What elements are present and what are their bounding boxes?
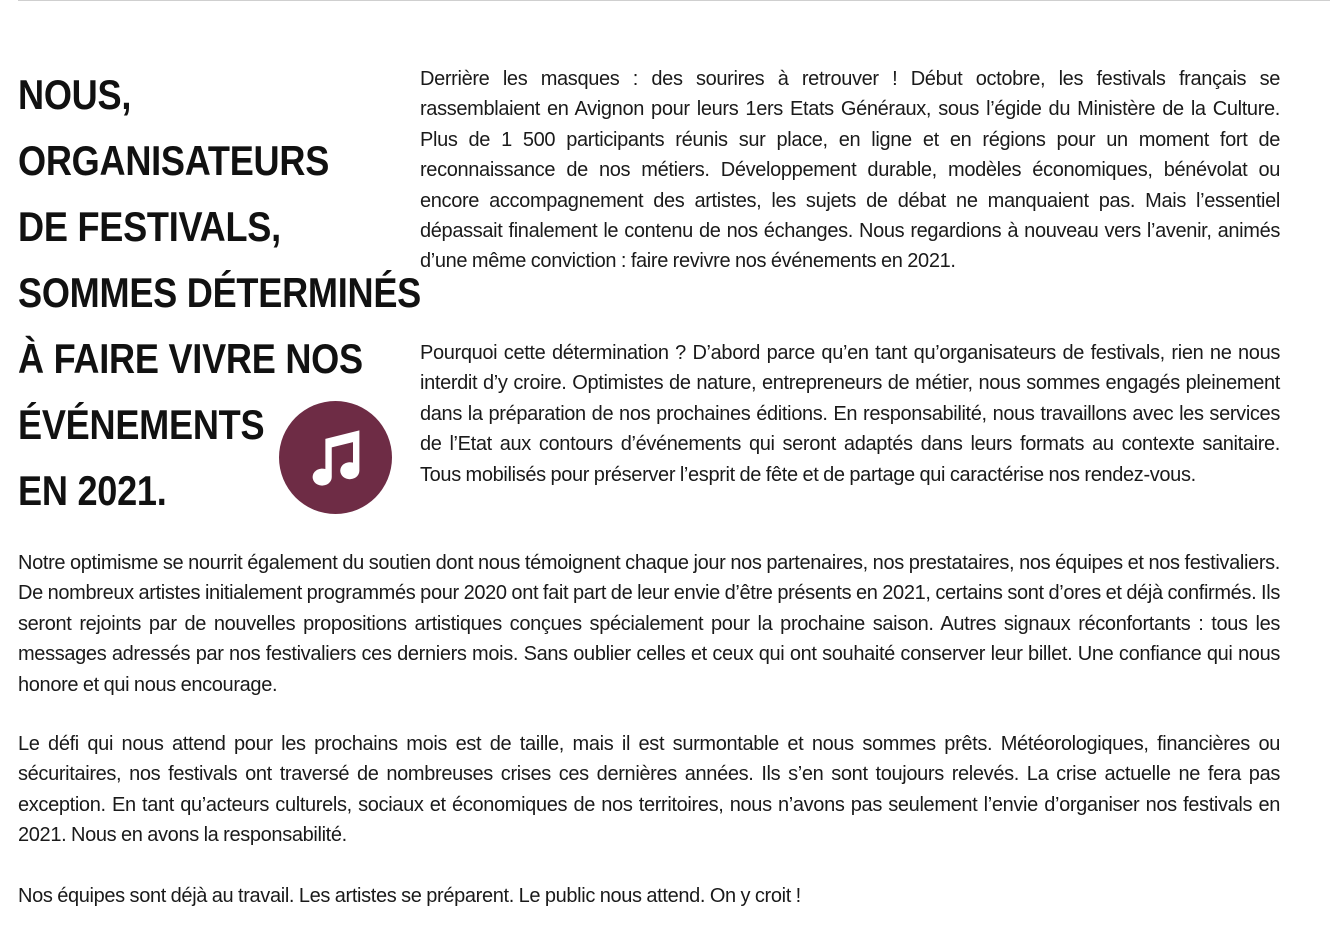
music-badge <box>279 401 392 514</box>
headline-line: ÉVÉNEMENTS <box>18 401 265 448</box>
paragraph-determination: Pourquoi cette détermination ? D’abord parce qu’en tant qu’organisateurs de festivals, rien ne nous interdit d’y croire. Optimistes de nature, entrepreneurs de métier, nous sommes engagés pleinement dans la préparation de nos prochaines éditions. En responsabilité, nous travaillons avec les services de l’Etat aux contours d’événements qui seront adaptés dans leurs formats au contexte sanitaire. Tous mobilisés pour préserver l’esprit de fête et de partage qui caractérise nos rendez-vous. <box>420 342 1280 486</box>
top-divider <box>18 0 1330 1</box>
paragraph-challenge: Le défi qui nous attend pour les prochains mois est de taille, mais il est surmontable et nous sommes prêts. Météorologiques, financières ou sécuritaires, nos festivals ont traversé de nombreuses crises ces dernières années. Ils s’en sont toujours relevés. La crise actuelle ne fera pas exception. En tant qu’acteurs culturels, sociaux et économiques de nos territoires, nous n’avons pas seulement l’envie d’organiser nos festivals en 2021. Nous en avons la responsabilité. <box>18 733 1280 847</box>
headline-line: EN 2021. <box>18 467 167 514</box>
headline-line: NOUS, <box>18 71 132 118</box>
headline-line: DE FESTIVALS, <box>18 203 281 250</box>
paragraph-intro: Derrière les masques : des sourires à retrouver ! Début octobre, les festivals français se rassemblaient en Avignon pour leurs 1ers Etats Généraux, sous l’égide du Ministère de la Culture. Plus de 1 500 participants réunis sur place, en ligne et en régions pour un moment fort de reconnaissance de nos métiers. Développement durable, modèles économiques, bénévolat ou encore accompagnement des artistes, les sujets de débat ne manquaient pas. Mais l’essentiel dépassait finalement le contenu de nos échanges. Nous regardions à nouveau vers l’avenir, animés d’une même conviction : faire revivre nos événements en 2021. <box>420 68 1280 273</box>
paragraph-optimism: Notre optimisme se nourrit également du soutien dont nous témoignent chaque jour nos partenaires, nos prestataires, nos équipes et nos festivaliers. De nombreux artistes initialement programmés pour 2020 ont fait part de leur envie d’être présents en 2021, certains sont d’ores et déjà confirmés. Ils seront rejoints par de nouvelles propositions artistiques conçues spécialement pour la prochaine saison. Autres signaux réconfortants : tous les messages adressés par nos festivaliers ces derniers mois. Sans oublier celles et ceux qui ont souhaité conserver leur billet. Une confiance qui nous honore et qui nous encourage. <box>18 552 1280 696</box>
headline-line: SOMMES DÉTERMINÉS <box>18 269 422 316</box>
paragraph-closing: Nos équipes sont déjà au travail. Les artistes se préparent. Le public nous attend. On y croit ! <box>18 885 801 907</box>
headline-line: À FAIRE VIVRE NOS <box>18 335 363 382</box>
music-note-icon <box>302 424 370 492</box>
headline-line: ORGANISATEURS <box>18 137 330 184</box>
